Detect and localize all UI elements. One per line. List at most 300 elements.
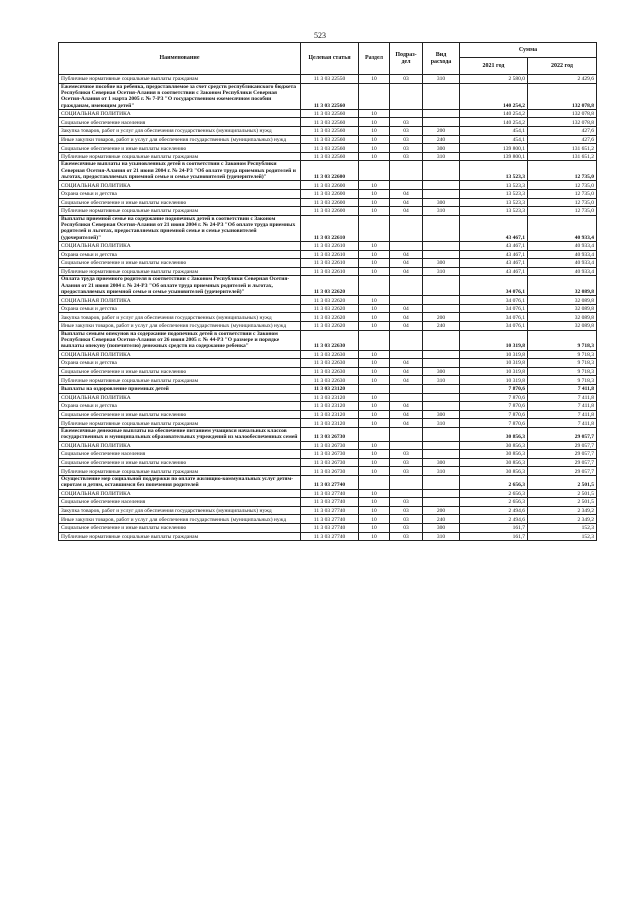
cell-section: 10: [359, 410, 390, 419]
cell-target-article: 11 3 03 23120: [301, 384, 359, 393]
cell-target-article: 11 3 03 27740: [301, 515, 359, 524]
cell-expense-kind: [423, 250, 460, 259]
cell-expense-kind: 300: [423, 523, 460, 532]
cell-section: 10: [359, 181, 390, 190]
cell-target-article: 11 3 03 22560: [301, 127, 359, 136]
cell-target-article: 11 3 03 22600: [301, 189, 359, 198]
table-row: [59, 489, 597, 498]
cell-name: Публичные нормативные социальные выплаты гражданам: [59, 75, 301, 84]
cell-sum-2021: 7 870,6: [460, 393, 528, 402]
cell-section: 10: [359, 532, 390, 541]
table-row: [59, 127, 597, 136]
cell-sum-2022: 32 089,8: [528, 304, 597, 313]
cell-subsection: [390, 384, 423, 393]
cell-name: Закупка товаров, работ и услуг для обеспечения государственных (муниципальных) нужд: [59, 313, 301, 322]
header-section: Раздел: [359, 43, 390, 75]
cell-sum-2022: 9 718,3: [528, 330, 597, 350]
cell-name: Выплаты приемной семье на содержание подопечных детей в соответствии с Законом Республики Северная Осетия-Алания от 21 июня 2004 г. № 24-РЗ "Об оплате труда приемных родителей и льготах, предоставляемых приемной семье и семье усыновителей (удочерителей)": [59, 215, 301, 241]
cell-sum-2022: 7 411,8: [528, 384, 597, 393]
cell-subsection: 03: [390, 75, 423, 84]
table-row: [59, 367, 597, 376]
cell-expense-kind: 240: [423, 515, 460, 524]
cell-sum-2021: 13 523,3: [460, 198, 528, 207]
cell-target-article: 11 3 03 22630: [301, 330, 359, 350]
cell-subsection: [390, 181, 423, 190]
cell-subsection: 04: [390, 402, 423, 411]
cell-sum-2022: 29 057,7: [528, 450, 597, 459]
cell-sum-2022: 12 735,0: [528, 189, 597, 198]
cell-target-article: 11 3 03 27740: [301, 498, 359, 507]
cell-expense-kind: [423, 276, 460, 296]
cell-expense-kind: 310: [423, 75, 460, 84]
cell-section: [359, 83, 390, 109]
cell-subsection: 04: [390, 189, 423, 198]
cell-name: Ежемесячные денежные выплаты на обеспечение питанием учащихся начальных классов государственных и муниципальных образовательных учреждений из малообеспеченных семей: [59, 427, 301, 441]
cell-sum-2021: 43 467,1: [460, 267, 528, 276]
cell-expense-kind: 310: [423, 467, 460, 476]
table-row: [59, 330, 597, 350]
cell-subsection: 04: [390, 313, 423, 322]
cell-subsection: 03: [390, 127, 423, 136]
cell-target-article: 11 3 03 22600: [301, 161, 359, 181]
cell-expense-kind: [423, 498, 460, 507]
cell-target-article: 11 3 03 22610: [301, 259, 359, 268]
cell-name: Публичные нормативные социальные выплаты гражданам: [59, 376, 301, 385]
cell-sum-2022: 131 651,2: [528, 152, 597, 161]
cell-sum-2022: 12 735,0: [528, 198, 597, 207]
cell-sum-2021: 140 254,2: [460, 109, 528, 118]
cell-sum-2021: 7 870,6: [460, 384, 528, 393]
page-number: 523: [314, 31, 326, 40]
cell-expense-kind: 310: [423, 207, 460, 216]
cell-sum-2022: 2 501,5: [528, 475, 597, 489]
cell-sum-2022: 152,3: [528, 532, 597, 541]
cell-sum-2022: 32 089,8: [528, 322, 597, 331]
cell-target-article: 11 3 03 22620: [301, 276, 359, 296]
cell-section: 10: [359, 198, 390, 207]
cell-name: Иные закупки товаров, работ и услуг для обеспечения государственных (муниципальных) нужд: [59, 515, 301, 524]
table-row: [59, 296, 597, 305]
cell-subsection: [390, 489, 423, 498]
cell-sum-2022: 2 349,2: [528, 515, 597, 524]
cell-subsection: 03: [390, 523, 423, 532]
cell-expense-kind: 300: [423, 144, 460, 153]
table-row: [59, 402, 597, 411]
cell-name: Оплата труда приемного родителя в соответствии с Законом Республики Северная Осетия-Алания от 21 июня 2004 г. № 24-РЗ "Об оплате труда приемных родителей и льготах, предоставляемых приемной семье и семье усыновителей (удочерителей)": [59, 276, 301, 296]
cell-name: Выплаты на оздоровление приемных детей: [59, 384, 301, 393]
cell-section: 10: [359, 296, 390, 305]
cell-sum-2021: 161,7: [460, 523, 528, 532]
header-sum: Сумма: [460, 43, 597, 58]
cell-section: 10: [359, 359, 390, 368]
cell-expense-kind: [423, 161, 460, 181]
cell-target-article: 11 3 03 22610: [301, 215, 359, 241]
cell-name: СОЦИАЛЬНАЯ ПОЛИТИКА: [59, 441, 301, 450]
cell-section: 10: [359, 419, 390, 428]
cell-target-article: 11 3 03 26730: [301, 441, 359, 450]
cell-subsection: [390, 276, 423, 296]
cell-section: [359, 475, 390, 489]
cell-sum-2022: 427,6: [528, 127, 597, 136]
cell-subsection: 04: [390, 367, 423, 376]
cell-sum-2022: 7 411,8: [528, 393, 597, 402]
cell-target-article: 11 3 03 22560: [301, 109, 359, 118]
cell-subsection: 04: [390, 259, 423, 268]
cell-section: [359, 161, 390, 181]
cell-expense-kind: [423, 241, 460, 250]
cell-name: Публичные нормативные социальные выплаты гражданам: [59, 419, 301, 428]
cell-expense-kind: [423, 393, 460, 402]
cell-section: [359, 215, 390, 241]
cell-section: 10: [359, 367, 390, 376]
cell-section: 10: [359, 523, 390, 532]
table-row: [59, 144, 597, 153]
cell-subsection: 04: [390, 267, 423, 276]
cell-sum-2021: 7 870,6: [460, 419, 528, 428]
cell-sum-2021: 10 319,8: [460, 350, 528, 359]
cell-target-article: 11 3 03 22630: [301, 359, 359, 368]
cell-section: [359, 330, 390, 350]
cell-target-article: 11 3 03 26730: [301, 450, 359, 459]
table-row: [59, 498, 597, 507]
cell-sum-2022: 29 057,7: [528, 427, 597, 441]
cell-sum-2022: 2 349,2: [528, 506, 597, 515]
cell-sum-2021: 13 523,3: [460, 207, 528, 216]
cell-sum-2021: 140 254,2: [460, 118, 528, 127]
header-target-article: Целевая статья: [301, 43, 359, 75]
cell-subsection: [390, 475, 423, 489]
cell-section: 10: [359, 515, 390, 524]
cell-subsection: 03: [390, 506, 423, 515]
cell-sum-2022: 40 933,4: [528, 259, 597, 268]
cell-sum-2021: 139 800,1: [460, 152, 528, 161]
cell-name: Социальное обеспечение населения: [59, 498, 301, 507]
cell-target-article: 11 3 03 22610: [301, 241, 359, 250]
cell-sum-2021: 2 494,6: [460, 506, 528, 515]
cell-sum-2021: 43 467,1: [460, 215, 528, 241]
cell-sum-2021: 13 523,3: [460, 189, 528, 198]
cell-target-article: 11 3 03 23120: [301, 402, 359, 411]
table-row: [59, 467, 597, 476]
cell-sum-2021: 7 870,6: [460, 402, 528, 411]
cell-target-article: 11 3 03 27740: [301, 489, 359, 498]
cell-subsection: [390, 109, 423, 118]
table-row: [59, 475, 597, 489]
cell-section: 10: [359, 75, 390, 84]
table-row: [59, 515, 597, 524]
header-name: Наименование: [59, 43, 301, 75]
cell-name: Ежемесячные выплаты на усыновленных детей в соответствии с Законом Республики Северная Осетия-Алания от 21 июня 2004 г. № 24-РЗ "Об оплате труда приемных родителей и льготах, предоставляемых приемной семье и семье усыновителей (удочерителей)": [59, 161, 301, 181]
table-row: [59, 161, 597, 181]
cell-expense-kind: [423, 402, 460, 411]
table-row: [59, 109, 597, 118]
cell-expense-kind: [423, 189, 460, 198]
cell-name: СОЦИАЛЬНАЯ ПОЛИТИКА: [59, 489, 301, 498]
cell-sum-2021: 2 656,3: [460, 489, 528, 498]
cell-sum-2022: 9 718,3: [528, 367, 597, 376]
table-row: [59, 181, 597, 190]
cell-name: СОЦИАЛЬНАЯ ПОЛИТИКА: [59, 350, 301, 359]
table-row: [59, 419, 597, 428]
cell-target-article: 11 3 03 22620: [301, 304, 359, 313]
cell-expense-kind: 240: [423, 322, 460, 331]
cell-expense-kind: 200: [423, 127, 460, 136]
cell-sum-2022: 131 651,2: [528, 144, 597, 153]
cell-subsection: [390, 393, 423, 402]
cell-name: Социальное обеспечение населения: [59, 118, 301, 127]
cell-expense-kind: [423, 330, 460, 350]
cell-sum-2021: 10 319,8: [460, 376, 528, 385]
cell-name: Осуществление мер социальной поддержки по оплате жилищно-коммунальных услуг детям-сиротам и детям, оставшимся без попечения родителей: [59, 475, 301, 489]
table-row: [59, 241, 597, 250]
table-row: [59, 207, 597, 216]
cell-sum-2021: 30 856,3: [460, 427, 528, 441]
cell-target-article: 11 3 03 22600: [301, 198, 359, 207]
cell-sum-2021: 34 076,1: [460, 322, 528, 331]
cell-section: 10: [359, 498, 390, 507]
cell-name: Закупка товаров, работ и услуг для обеспечения государственных (муниципальных) нужд: [59, 506, 301, 515]
table-row: [59, 75, 597, 84]
cell-subsection: [390, 83, 423, 109]
cell-section: 10: [359, 441, 390, 450]
table-row: [59, 313, 597, 322]
table-row: [59, 393, 597, 402]
cell-target-article: 11 3 03 22600: [301, 181, 359, 190]
cell-name: Социальное обеспечение и иные выплаты населению: [59, 144, 301, 153]
cell-expense-kind: 300: [423, 367, 460, 376]
cell-target-article: 11 3 03 22620: [301, 296, 359, 305]
cell-target-article: 11 3 03 22560: [301, 135, 359, 144]
cell-expense-kind: 310: [423, 376, 460, 385]
cell-target-article: 11 3 03 22610: [301, 267, 359, 276]
cell-target-article: 11 3 03 26730: [301, 458, 359, 467]
cell-target-article: 11 3 03 27740: [301, 506, 359, 515]
cell-name: Публичные нормативные социальные выплаты гражданам: [59, 207, 301, 216]
cell-sum-2021: 34 076,1: [460, 296, 528, 305]
cell-expense-kind: [423, 359, 460, 368]
cell-expense-kind: 200: [423, 313, 460, 322]
cell-target-article: 11 3 03 23120: [301, 410, 359, 419]
cell-name: СОЦИАЛЬНАЯ ПОЛИТИКА: [59, 241, 301, 250]
table-row: [59, 384, 597, 393]
cell-name: Охрана семьи и детства: [59, 304, 301, 313]
cell-sum-2021: 2 656,3: [460, 475, 528, 489]
cell-expense-kind: 200: [423, 506, 460, 515]
cell-section: 10: [359, 450, 390, 459]
cell-sum-2022: 32 089,8: [528, 296, 597, 305]
cell-sum-2022: 12 735,0: [528, 161, 597, 181]
cell-target-article: 11 3 03 22560: [301, 152, 359, 161]
cell-name: Охрана семьи и детства: [59, 250, 301, 259]
header-subsection: Подраз- дел: [390, 43, 423, 75]
table-row: [59, 118, 597, 127]
cell-sum-2021: 10 319,8: [460, 367, 528, 376]
table-row: [59, 427, 597, 441]
cell-target-article: 11 3 03 22550: [301, 75, 359, 84]
cell-sum-2021: 2 656,3: [460, 498, 528, 507]
header-year-2022: 2022 год: [528, 58, 597, 75]
cell-sum-2021: 7 870,6: [460, 410, 528, 419]
cell-expense-kind: [423, 118, 460, 127]
cell-subsection: [390, 441, 423, 450]
cell-section: 10: [359, 135, 390, 144]
cell-sum-2022: 7 411,8: [528, 410, 597, 419]
cell-target-article: 11 3 03 22610: [301, 250, 359, 259]
cell-sum-2021: 43 467,1: [460, 250, 528, 259]
cell-section: 10: [359, 506, 390, 515]
cell-section: 10: [359, 402, 390, 411]
cell-sum-2021: 30 856,3: [460, 467, 528, 476]
table-row: [59, 250, 597, 259]
cell-subsection: 04: [390, 359, 423, 368]
cell-section: 10: [359, 118, 390, 127]
cell-sum-2021: 30 856,3: [460, 458, 528, 467]
header-expense-kind: Вид расхода: [423, 43, 460, 75]
cell-expense-kind: 310: [423, 152, 460, 161]
cell-sum-2021: 454,1: [460, 127, 528, 136]
cell-subsection: [390, 215, 423, 241]
table-row: [59, 376, 597, 385]
cell-subsection: 04: [390, 304, 423, 313]
cell-section: [359, 276, 390, 296]
cell-sum-2022: 29 057,7: [528, 467, 597, 476]
cell-subsection: 04: [390, 198, 423, 207]
cell-sum-2021: 43 467,1: [460, 259, 528, 268]
cell-sum-2021: 13 523,3: [460, 181, 528, 190]
cell-section: 10: [359, 489, 390, 498]
cell-expense-kind: 300: [423, 198, 460, 207]
cell-sum-2021: 30 856,3: [460, 441, 528, 450]
table-row: [59, 359, 597, 368]
cell-name: СОЦИАЛЬНАЯ ПОЛИТИКА: [59, 393, 301, 402]
cell-sum-2022: 29 057,7: [528, 441, 597, 450]
cell-expense-kind: [423, 350, 460, 359]
cell-expense-kind: 310: [423, 532, 460, 541]
cell-name: Охрана семьи и детства: [59, 402, 301, 411]
table-row: [59, 450, 597, 459]
cell-sum-2021: 161,7: [460, 532, 528, 541]
cell-name: Охрана семьи и детства: [59, 189, 301, 198]
cell-name: Социальное обеспечение и иные выплаты населению: [59, 410, 301, 419]
table-row: [59, 523, 597, 532]
cell-sum-2022: 32 089,8: [528, 276, 597, 296]
table-row: [59, 135, 597, 144]
cell-subsection: 03: [390, 135, 423, 144]
cell-name: СОЦИАЛЬНАЯ ПОЛИТИКА: [59, 181, 301, 190]
cell-section: 10: [359, 458, 390, 467]
cell-section: 10: [359, 207, 390, 216]
cell-subsection: 04: [390, 207, 423, 216]
cell-name: Социальное обеспечение и иные выплаты населению: [59, 259, 301, 268]
cell-subsection: 03: [390, 450, 423, 459]
cell-subsection: [390, 330, 423, 350]
cell-sum-2022: 40 933,4: [528, 250, 597, 259]
cell-sum-2022: 132 078,8: [528, 118, 597, 127]
cell-sum-2021: 454,1: [460, 135, 528, 144]
cell-target-article: 11 3 03 26730: [301, 427, 359, 441]
header-year-2021: 2021 год: [460, 58, 528, 75]
cell-sum-2022: 12 735,0: [528, 207, 597, 216]
cell-name: Социальное обеспечение и иные выплаты населению: [59, 367, 301, 376]
cell-subsection: 03: [390, 152, 423, 161]
cell-sum-2022: 40 933,4: [528, 267, 597, 276]
cell-name: Социальное обеспечение и иные выплаты населению: [59, 198, 301, 207]
table-body: [59, 75, 597, 541]
cell-subsection: [390, 241, 423, 250]
cell-subsection: 03: [390, 458, 423, 467]
cell-section: 10: [359, 267, 390, 276]
cell-section: 10: [359, 467, 390, 476]
cell-name: Публичные нормативные социальные выплаты гражданам: [59, 267, 301, 276]
cell-target-article: 11 3 03 22620: [301, 322, 359, 331]
table-row: [59, 259, 597, 268]
cell-expense-kind: 310: [423, 267, 460, 276]
cell-expense-kind: 310: [423, 419, 460, 428]
cell-name: СОЦИАЛЬНАЯ ПОЛИТИКА: [59, 109, 301, 118]
cell-sum-2022: 132 078,8: [528, 109, 597, 118]
cell-sum-2021: 10 319,8: [460, 359, 528, 368]
table-row: [59, 83, 597, 109]
cell-sum-2022: 427,6: [528, 135, 597, 144]
cell-section: 10: [359, 250, 390, 259]
table-row: [59, 410, 597, 419]
table-row: [59, 189, 597, 198]
cell-section: 10: [359, 259, 390, 268]
cell-expense-kind: 300: [423, 458, 460, 467]
cell-sum-2021: 139 800,1: [460, 144, 528, 153]
cell-expense-kind: 300: [423, 259, 460, 268]
cell-sum-2022: 132 078,8: [528, 83, 597, 109]
cell-sum-2022: 152,3: [528, 523, 597, 532]
cell-section: [359, 427, 390, 441]
cell-sum-2022: 9 718,3: [528, 376, 597, 385]
cell-sum-2022: 32 089,8: [528, 313, 597, 322]
cell-sum-2021: 2 494,6: [460, 515, 528, 524]
cell-subsection: 04: [390, 419, 423, 428]
cell-target-article: 11 3 03 22600: [301, 207, 359, 216]
cell-name: Социальное обеспечение и иные выплаты населению: [59, 523, 301, 532]
cell-subsection: 03: [390, 515, 423, 524]
cell-expense-kind: [423, 489, 460, 498]
table-row: [59, 506, 597, 515]
cell-section: 10: [359, 241, 390, 250]
cell-sum-2021: 2 580,0: [460, 75, 528, 84]
cell-name: Ежемесячное пособие на ребенка, предоставляемое за счет средств республиканского бюджета Республики Северная Осетия-Алания в соответствии с Законом Республики Северная Осетия-Алания от 1 марта 2005 г. № 7-РЗ "О государственном ежемесячном пособии гражданам, имеющим детей": [59, 83, 301, 109]
cell-subsection: 04: [390, 250, 423, 259]
cell-target-article: 11 3 03 23120: [301, 393, 359, 402]
cell-sum-2022: 7 411,8: [528, 419, 597, 428]
cell-subsection: [390, 350, 423, 359]
cell-section: 10: [359, 304, 390, 313]
cell-target-article: 11 3 03 22560: [301, 118, 359, 127]
cell-target-article: 11 3 03 26730: [301, 467, 359, 476]
cell-name: Иные закупки товаров, работ и услуг для обеспечения государственных (муниципальных) нужд: [59, 135, 301, 144]
cell-section: 10: [359, 152, 390, 161]
cell-name: Социальное обеспечение и иные выплаты населению: [59, 458, 301, 467]
table-row: [59, 441, 597, 450]
cell-target-article: 11 3 03 22560: [301, 144, 359, 153]
table-row: [59, 152, 597, 161]
cell-subsection: [390, 161, 423, 181]
cell-sum-2022: 12 735,0: [528, 181, 597, 190]
cell-sum-2021: 30 856,3: [460, 450, 528, 459]
cell-sum-2022: 7 411,8: [528, 402, 597, 411]
cell-sum-2022: 2 429,6: [528, 75, 597, 84]
cell-subsection: 04: [390, 410, 423, 419]
cell-subsection: 03: [390, 532, 423, 541]
cell-section: 10: [359, 127, 390, 136]
cell-expense-kind: 240: [423, 135, 460, 144]
